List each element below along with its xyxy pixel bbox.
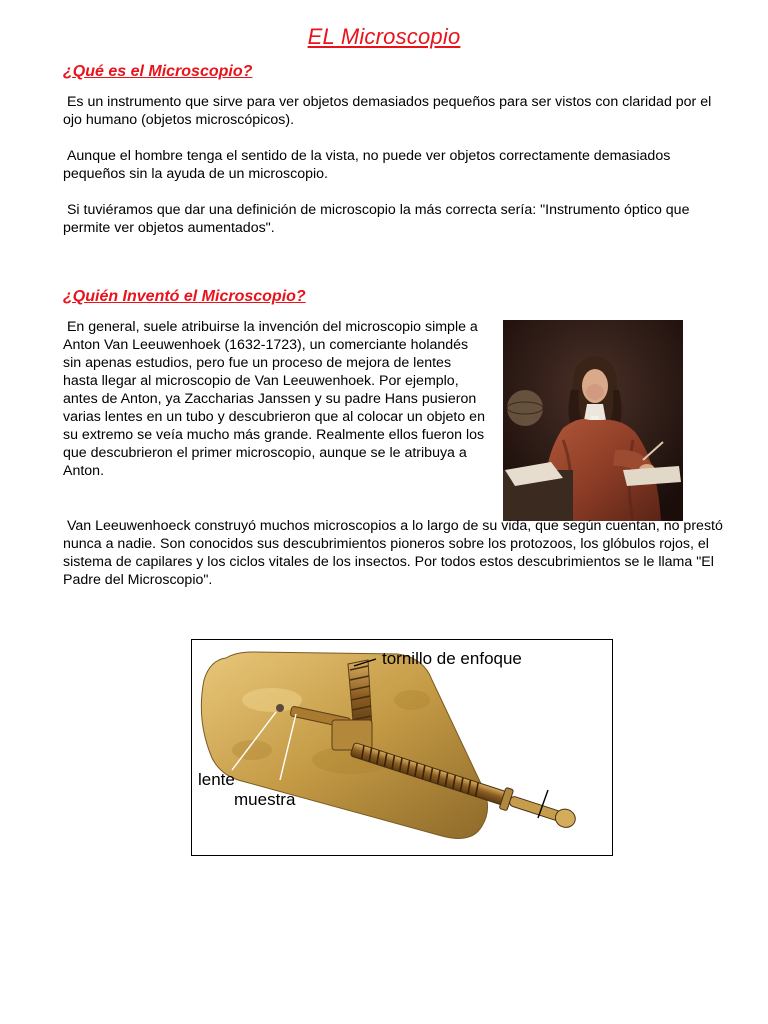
section-heading-what-is: ¿Qué es el Microscopio?	[63, 63, 253, 80]
document-title: EL Microscopio	[307, 24, 461, 49]
label-sample: muestra	[234, 790, 296, 809]
microscope-figure	[191, 639, 613, 856]
section-heading-who-invented: ¿Quién Inventó el Microscopio?	[63, 288, 306, 305]
leeuwenhoek-portrait	[503, 320, 683, 521]
paragraph-discoveries: Van Leeuwenhoeck construyó muchos microscopios a lo largo de su vida, que según cuentan, no prestó nunca a nadie. Son conocidos sus descubrimientos pioneros sobre los protozoos, los glóbulos rojos, el sistema de capilares y los ciclos vitales de los insectos. Por todos estos descubrimientos se le llama "El Padre del Microscopio".	[63, 518, 727, 588]
paragraph-human-eye: Aunque el hombre tenga el sentido de la vista, no puede ver objetos correctamente demasiados pequeños sin la ayuda de un microscopio.	[63, 148, 675, 182]
paragraph-definition: Es un instrumento que sirve para ver objetos demasiados pequeños para ser vistos con claridad por el ojo humano (objetos microscópicos).	[63, 94, 716, 128]
label-lens: lente	[198, 770, 235, 789]
paragraph-invention-history: En general, suele atribuirse la invención del microscopio simple a Anton Van Leeuwenhoek (1632-1723), un comerciante holandés sin apenas estudios, pero fue un proceso de mejora de lentes hasta llegar al microscopio de Van Leeuwenhoek. Por ejemplo, antes de Anton, ya Zaccharias Janssen y su padre Hans pusieron varias lentes en un tubo y descubrieron que al colocar un objeto en su extremo se veía mucho más grande. Realmente ellos fueron los que descubrieron el primer microscopio, aunque se le atribuya a Anton.	[63, 319, 489, 479]
paragraph-formal-definition: Si tuviéramos que dar una definición de microscopio la más correcta sería: "Instrumento óptico que permite ver objetos aumentados".	[63, 202, 694, 236]
label-focus-screw: tornillo de enfoque	[382, 649, 522, 668]
